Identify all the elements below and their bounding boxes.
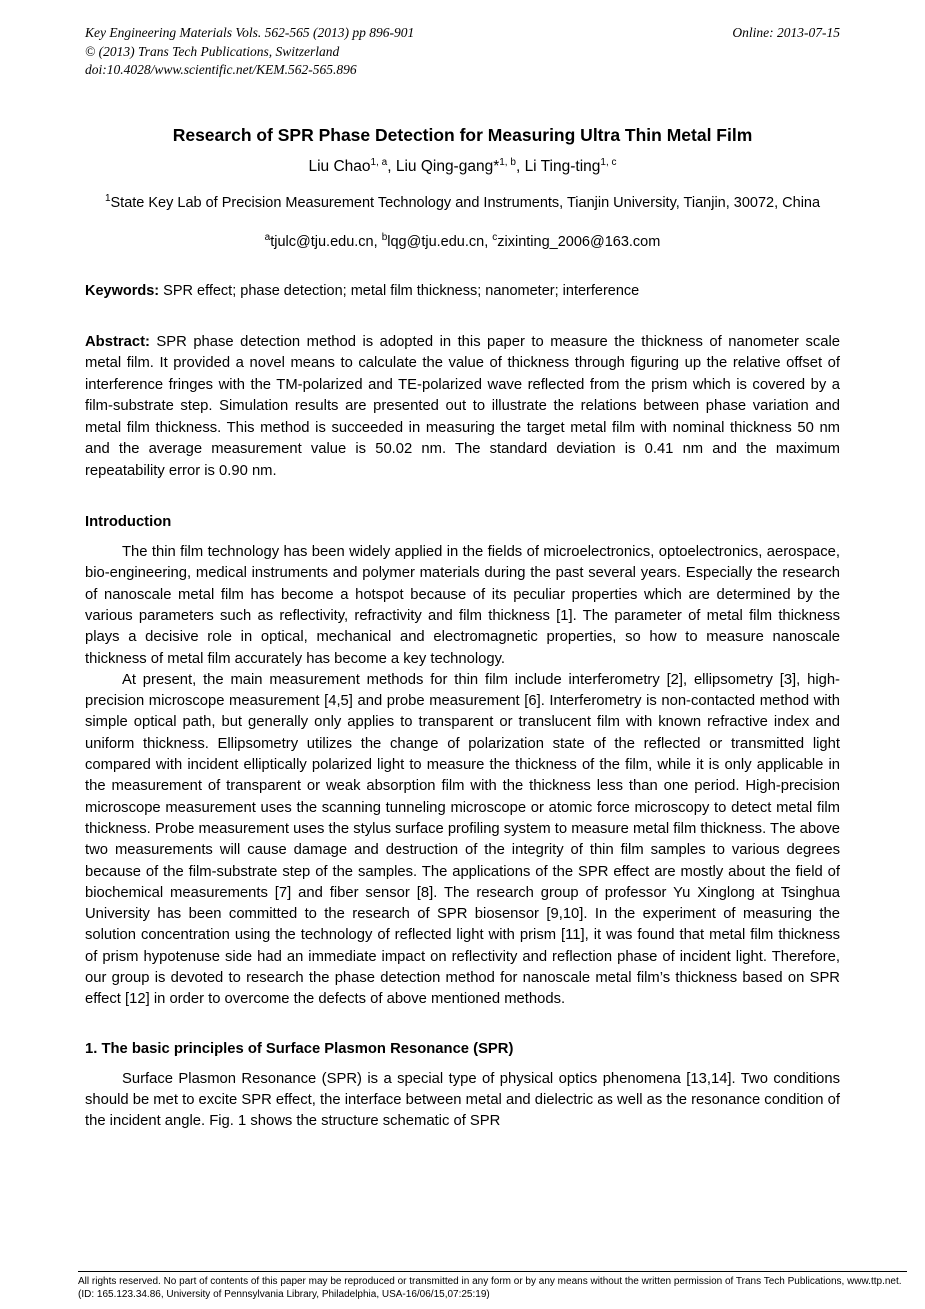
online-date: Online: 2013-07-15 bbox=[732, 25, 840, 40]
author-sup: 1, b bbox=[499, 156, 516, 168]
section1-paragraph-1: Surface Plasmon Resonance (SPR) is a special type of physical optics phenomena [13,14]. Two conditions should be met to excite SPR effect, the interface between metal and dielectric as well as the resonance condition of the incident angle. Fig. 1 shows the structure schematic of SPR bbox=[85, 1070, 840, 1130]
paper-title: Research of SPR Phase Detection for Measuring Ultra Thin Metal Film bbox=[172, 124, 753, 145]
email-address: lqg@tju.edu.cn, bbox=[387, 233, 493, 250]
email-address: tjulc@tju.edu.cn, bbox=[270, 233, 382, 250]
author-name: Li Ting-ting bbox=[524, 157, 601, 175]
author-sup: 1, a bbox=[370, 156, 388, 168]
footer-text: All rights reserved. No part of contents of this paper may be reproduced or transmitted in any form or by any means without the written permission of Trans Tech Publications, www.ttp.net. (ID: 165.123.34.86, University of Pennsylvania Library, Philadelphia, USA-16/06/15,07:25:19) bbox=[78, 1276, 902, 1300]
abstract-block bbox=[85, 332, 840, 482]
email-sup: a bbox=[264, 232, 271, 244]
affiliation-line bbox=[85, 193, 840, 213]
author-separator: , bbox=[387, 157, 396, 175]
emails-line bbox=[85, 234, 840, 250]
keywords-label: Keywords: bbox=[85, 282, 160, 299]
abstract-text: SPR phase detection method is adopted in this paper to measure the thickness of nanometer scale metal film. It provided a novel means to calculate the value of thickness through figuring up the relative offset of interference fringes with the TM-polarized and TE-polarized wave reflected from the prism which is covered by a film-substrate step. Simulation results are presented out to illustrate the relations between phase variation and metal film thickness. This method is succeeded in measuring the target metal film with nominal thickness 50 nm and the average measurement value is 50.02 nm. The standard deviation is 0.41 nm and the maximum repeatability error is 0.90 nm. bbox=[85, 333, 840, 479]
journal-header bbox=[85, 24, 840, 80]
abstract-label: Abstract: bbox=[85, 333, 150, 350]
author-name: Liu Chao bbox=[308, 157, 371, 175]
keywords-text: SPR effect; phase detection; metal film thickness; nanometer; interference bbox=[159, 282, 640, 299]
section-heading-1: 1. The basic principles of Surface Plasmon Resonance (SPR) bbox=[85, 1040, 514, 1057]
email-address: zixinting_2006@163.com bbox=[497, 233, 661, 250]
journal-header-left bbox=[85, 24, 414, 80]
email-sup: b bbox=[381, 232, 388, 244]
author-separator: , bbox=[515, 157, 525, 175]
copyright-line: © (2013) Trans Tech Publications, Switzerland bbox=[85, 43, 340, 59]
introduction-paragraph-2: At present, the main measurement methods for thin film include interferometry [2], ellipsometry [3], high-precision microscope measurement [4,5] and probe measurement [6]. Interferometry is non-contacted method with simple optical path, but generally only applies to transparent or translucent film with known refractive index and uniform thickness. Ellipsometry utilizes the change of polarization state of the reflected or transmitted light compared with incident elliptically polarized light to measure the thickness of the film, while it is only applicable in the measurement of transparent or weak absorption film with the thickness less than one period. High-precision microscope measurement uses the scanning tunneling microscope or atomic force microscopy to detect metal film thickness. Probe measurement uses the stylus surface profiling system to measure metal film thickness. The above two measurements will cause damage and destruction of the integrity of thin film samples to various degrees because of the film-substrate step of the samples. The applications of the SPR effect are mostly about the field of biochemical measurements [7] and fiber sensor [8]. The research group of professor Yu Xinglong at Tsinghua University has been committed to the research of SPR biosensor [9,10]. In the experiment of measuring the solution concentration using the technology of reflected light with prism [11], it was found that metal film thickness of prism hypotenuse side had an immediate impact on reflectivity and reflection phase of incident light. Therefore, our group is devoted to research the phase detection method for nanoscale metal film’s thickness based on SPR effect [12] in order to overcome the defects of above mentioned methods. bbox=[85, 671, 840, 1008]
authors-line bbox=[85, 158, 840, 176]
affiliation-sup: 1 bbox=[104, 192, 111, 204]
author-name: Liu Qing-gang* bbox=[395, 157, 500, 175]
affiliation-text: State Key Lab of Precision Measurement Technology and Instruments, Tianjin University, Tianjin, 30072, China bbox=[110, 194, 821, 211]
page-footer bbox=[78, 1271, 907, 1301]
doi-line: doi:10.4028/www.scientific.net/KEM.562-565.896 bbox=[85, 62, 357, 78]
keywords-line bbox=[85, 283, 840, 299]
section-heading-introduction: Introduction bbox=[85, 514, 172, 531]
journal-line: Key Engineering Materials Vols. 562-565 (2013) pp 896-901 bbox=[85, 25, 415, 40]
author-sup: 1, c bbox=[600, 156, 617, 168]
email-sup: c bbox=[492, 232, 498, 244]
introduction-paragraph-1: The thin film technology has been widely applied in the fields of microelectronics, optoelectronics, aerospace, bio-engineering, medical instruments and polymer materials during the past several years. Especially the research of nanoscale metal film has become a hotspot because of its peculiar properties which are determined by the various parameters such as reflectivity, refractivity and film thickness [1]. The parameter of metal film thickness plays a decisive role in optical, mechanical and electromagnetic properties, so how to measure nanoscale thickness of metal film accurately has become a key technology. bbox=[85, 544, 840, 667]
